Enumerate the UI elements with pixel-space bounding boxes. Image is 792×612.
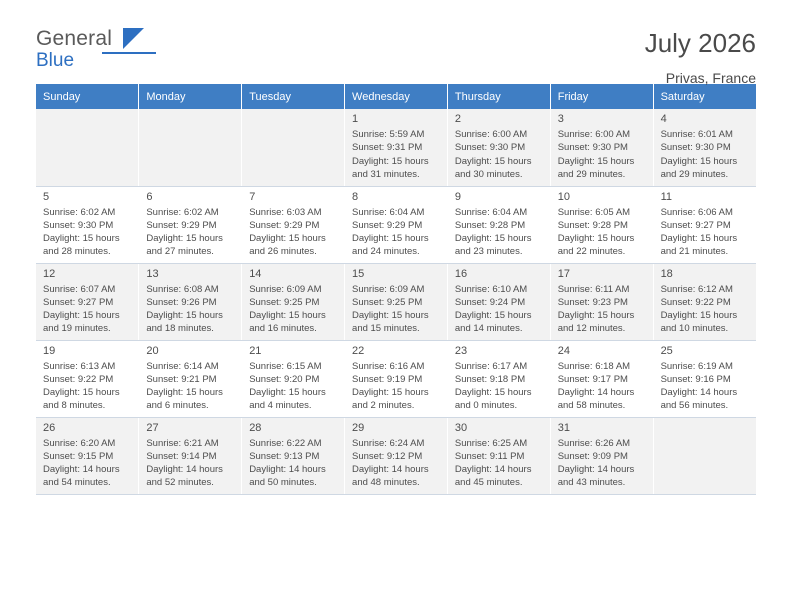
day-number: 17 <box>557 267 570 280</box>
day-detail-line: Daylight: 15 hours <box>454 310 532 322</box>
calendar-table <box>36 84 756 495</box>
day-detail-line: Sunrise: 6:24 AM <box>352 437 425 449</box>
day-number: 12 <box>43 267 56 280</box>
day-detail-line: Sunset: 9:17 PM <box>557 373 628 385</box>
day-detail-line: and 8 minutes. <box>43 400 106 412</box>
day-detail-line: Sunset: 9:18 PM <box>454 373 526 385</box>
page-title: July 2026 <box>644 28 756 58</box>
day-number: 26 <box>43 421 56 434</box>
calendar-day-cell[interactable] <box>242 340 345 417</box>
day-detail-line: Daylight: 15 hours <box>352 233 429 245</box>
day-detail-line: Sunset: 9:25 PM <box>352 296 423 308</box>
calendar-empty-cell <box>242 109 345 186</box>
day-number: 29 <box>352 421 365 434</box>
day-detail-line: and 10 minutes. <box>660 323 729 335</box>
day-detail-line: and 0 minutes. <box>454 400 518 412</box>
day-detail-line: Sunset: 9:12 PM <box>352 450 423 462</box>
calendar-day-cell[interactable] <box>139 186 242 263</box>
day-detail-line: Sunrise: 6:22 AM <box>249 437 322 449</box>
day-detail-line: Daylight: 15 hours <box>454 387 532 399</box>
calendar-day-cell[interactable] <box>550 263 653 340</box>
day-detail-line: and 56 minutes. <box>660 400 729 412</box>
calendar-empty-cell <box>653 417 756 494</box>
calendar-day-cell[interactable] <box>36 340 139 417</box>
day-number: 23 <box>454 344 468 357</box>
day-detail-line: and 29 minutes. <box>557 168 626 180</box>
day-number: 8 <box>352 190 359 203</box>
day-detail-line: Sunrise: 5:59 AM <box>352 129 425 141</box>
calendar-day-cell[interactable] <box>550 417 653 494</box>
day-number: 10 <box>557 190 570 203</box>
calendar-body <box>36 109 756 494</box>
day-number: 5 <box>43 190 50 203</box>
day-detail-line: Daylight: 14 hours <box>146 464 223 476</box>
day-detail-line: Daylight: 15 hours <box>43 387 120 399</box>
day-detail-line: Daylight: 15 hours <box>352 310 429 322</box>
calendar-day-cell[interactable] <box>345 109 448 186</box>
day-detail-line: and 58 minutes. <box>557 400 626 412</box>
day-detail-line: Daylight: 15 hours <box>352 387 429 399</box>
day-detail-line: Sunrise: 6:03 AM <box>249 206 322 218</box>
day-detail-line: and 23 minutes. <box>454 246 523 258</box>
calendar-day-cell[interactable] <box>550 340 653 417</box>
day-detail-line: Sunrise: 6:00 AM <box>557 129 631 141</box>
day-detail-line: and 27 minutes. <box>146 246 214 258</box>
day-detail-line: Daylight: 15 hours <box>557 155 635 167</box>
day-detail-line: and 21 minutes. <box>660 246 729 258</box>
day-detail-line: Sunset: 9:30 PM <box>557 142 628 154</box>
day-detail-line: Daylight: 14 hours <box>557 464 635 476</box>
calendar-empty-cell <box>36 109 139 186</box>
page-header <box>36 0 756 86</box>
day-detail-line: Sunrise: 6:05 AM <box>557 206 631 218</box>
day-number: 11 <box>660 190 672 203</box>
day-number: 21 <box>249 344 262 357</box>
calendar-day-cell[interactable] <box>345 340 448 417</box>
day-detail-line: Sunrise: 6:16 AM <box>352 360 425 372</box>
location-subtitle: Privas, France <box>665 70 756 86</box>
calendar-day-cell[interactable] <box>653 263 756 340</box>
calendar-week-row <box>36 417 756 494</box>
calendar-day-cell[interactable] <box>345 186 448 263</box>
weekday-header-monday: Monday <box>139 84 242 109</box>
day-detail-line: Sunset: 9:26 PM <box>146 296 217 308</box>
day-detail-line: Sunrise: 6:14 AM <box>146 360 219 372</box>
day-detail-line: Sunset: 9:16 PM <box>660 373 731 385</box>
calendar-day-cell[interactable] <box>447 186 550 263</box>
day-detail-line: Sunrise: 6:07 AM <box>43 283 116 295</box>
weekday-header-thursday: Thursday <box>447 84 550 109</box>
calendar-day-cell[interactable] <box>242 263 345 340</box>
day-detail-line: Daylight: 15 hours <box>146 233 223 245</box>
day-detail-line: Sunset: 9:30 PM <box>660 142 731 154</box>
day-number: 7 <box>249 190 256 203</box>
day-detail-line: and 6 minutes. <box>146 400 209 412</box>
day-detail-line: Sunrise: 6:19 AM <box>660 360 733 372</box>
day-detail-line: Sunrise: 6:26 AM <box>557 437 631 449</box>
day-detail-line: Sunrise: 6:09 AM <box>352 283 425 295</box>
day-detail-line: Daylight: 14 hours <box>454 464 532 476</box>
day-detail-line: and 26 minutes. <box>249 246 317 258</box>
calendar-week-row <box>36 263 756 340</box>
day-detail-line: Sunset: 9:11 PM <box>454 450 525 462</box>
day-detail-line: Sunrise: 6:20 AM <box>43 437 116 449</box>
day-detail-line: Sunrise: 6:15 AM <box>249 360 322 372</box>
day-number: 1 <box>352 113 359 125</box>
day-detail-line: Sunrise: 6:06 AM <box>660 206 733 218</box>
day-detail-line: Daylight: 15 hours <box>249 387 326 399</box>
day-detail-line: Daylight: 15 hours <box>660 233 738 245</box>
calendar-day-cell[interactable] <box>139 417 242 494</box>
day-detail-line: Sunrise: 6:08 AM <box>146 283 219 295</box>
day-detail-line: Sunset: 9:31 PM <box>352 142 423 154</box>
calendar-day-cell[interactable] <box>345 263 448 340</box>
weekday-header-tuesday: Tuesday <box>242 84 345 109</box>
calendar-empty-cell <box>139 109 242 186</box>
day-detail-line: Sunrise: 6:11 AM <box>557 283 630 295</box>
day-detail-line: Daylight: 15 hours <box>454 155 532 167</box>
day-detail-line: Daylight: 15 hours <box>146 387 223 399</box>
day-detail-line: Sunrise: 6:18 AM <box>557 360 631 372</box>
day-number: 25 <box>660 344 673 357</box>
day-detail-line: and 16 minutes. <box>249 323 317 335</box>
weekday-header-friday: Friday <box>550 84 653 109</box>
day-detail-line: Sunrise: 6:25 AM <box>454 437 528 449</box>
logo-word-general: General <box>36 27 113 50</box>
day-detail-line: Sunset: 9:27 PM <box>43 296 114 308</box>
weekday-header-row <box>36 84 756 109</box>
day-detail-line: Daylight: 15 hours <box>249 233 326 245</box>
day-detail-line: and 50 minutes. <box>249 477 317 489</box>
calendar-day-cell[interactable] <box>447 263 550 340</box>
day-detail-line: Sunrise: 6:04 AM <box>352 206 425 218</box>
day-detail-line: Daylight: 15 hours <box>454 233 532 245</box>
day-detail-line: Sunset: 9:30 PM <box>43 219 114 231</box>
calendar-day-cell[interactable] <box>242 186 345 263</box>
day-number: 4 <box>660 113 667 125</box>
day-number: 9 <box>454 190 461 203</box>
day-detail-line: Daylight: 15 hours <box>660 155 738 167</box>
day-detail-line: Daylight: 15 hours <box>660 310 738 322</box>
day-detail-line: and 2 minutes. <box>352 400 415 412</box>
day-number: 27 <box>146 421 159 434</box>
weekday-header-wednesday: Wednesday <box>345 84 448 109</box>
day-detail-line: Sunset: 9:22 PM <box>660 296 731 308</box>
day-number: 2 <box>454 113 461 125</box>
day-detail-line: and 43 minutes. <box>557 477 626 489</box>
calendar-day-cell[interactable] <box>242 417 345 494</box>
logo <box>36 28 156 80</box>
title-block <box>645 28 756 86</box>
day-detail-line: and 24 minutes. <box>352 246 420 258</box>
calendar-week-row <box>36 186 756 263</box>
day-number: 18 <box>660 267 673 280</box>
day-detail-line: Sunrise: 6:01 AM <box>660 129 733 141</box>
calendar-day-cell[interactable] <box>653 186 756 263</box>
day-detail-line: Sunset: 9:21 PM <box>146 373 217 385</box>
day-detail-line: Daylight: 14 hours <box>249 464 326 476</box>
day-detail-line: Sunset: 9:27 PM <box>660 219 731 231</box>
day-number: 6 <box>146 190 153 203</box>
day-detail-line: Sunset: 9:29 PM <box>249 219 320 231</box>
day-detail-line: and 15 minutes. <box>352 323 420 335</box>
day-detail-line: Sunset: 9:23 PM <box>557 296 628 308</box>
day-detail-line: Daylight: 14 hours <box>660 387 738 399</box>
day-detail-line: Sunrise: 6:13 AM <box>43 360 116 372</box>
calendar-day-cell[interactable] <box>447 340 550 417</box>
calendar-day-cell[interactable] <box>36 263 139 340</box>
logo-word-blue: Blue <box>36 50 75 71</box>
day-number: 15 <box>352 267 365 280</box>
calendar-day-cell[interactable] <box>447 417 550 494</box>
day-detail-line: Sunset: 9:28 PM <box>454 219 526 231</box>
day-detail-line: Daylight: 14 hours <box>352 464 429 476</box>
day-detail-line: and 48 minutes. <box>352 477 420 489</box>
day-detail-line: Daylight: 15 hours <box>43 233 120 245</box>
day-detail-line: Daylight: 14 hours <box>557 387 635 399</box>
day-number: 3 <box>557 113 564 125</box>
day-detail-line: and 28 minutes. <box>43 246 111 258</box>
day-detail-line: and 4 minutes. <box>249 400 312 412</box>
day-number: 20 <box>146 344 159 357</box>
day-detail-line: Sunrise: 6:02 AM <box>43 206 116 218</box>
logo-underline <box>102 52 156 54</box>
day-detail-line: Daylight: 15 hours <box>146 310 223 322</box>
day-detail-line: Daylight: 15 hours <box>557 233 635 245</box>
day-number: 13 <box>146 267 159 280</box>
day-detail-line: Daylight: 15 hours <box>557 310 635 322</box>
calendar-day-cell[interactable] <box>653 340 756 417</box>
calendar-day-cell[interactable] <box>653 109 756 186</box>
day-detail-line: Sunset: 9:09 PM <box>557 450 628 462</box>
calendar-day-cell[interactable] <box>36 186 139 263</box>
day-detail-line: Sunset: 9:22 PM <box>43 373 114 385</box>
day-number: 22 <box>352 344 365 357</box>
day-detail-line: and 31 minutes. <box>352 168 420 180</box>
triangle-flag-icon <box>123 28 144 49</box>
day-detail-line: Sunset: 9:14 PM <box>146 450 217 462</box>
day-detail-line: Sunset: 9:24 PM <box>454 296 526 308</box>
day-detail-line: and 52 minutes. <box>146 477 214 489</box>
day-detail-line: and 30 minutes. <box>454 168 523 180</box>
day-detail-line: Sunrise: 6:04 AM <box>454 206 528 218</box>
day-detail-line: Sunset: 9:29 PM <box>146 219 217 231</box>
day-detail-line: Sunrise: 6:17 AM <box>454 360 528 372</box>
day-detail-line: Sunset: 9:20 PM <box>249 373 320 385</box>
calendar-week-row <box>36 109 756 186</box>
calendar-day-cell[interactable] <box>139 340 242 417</box>
day-detail-line: Sunrise: 6:02 AM <box>146 206 219 218</box>
day-number: 14 <box>249 267 262 280</box>
calendar-day-cell[interactable] <box>36 417 139 494</box>
day-number: 19 <box>43 344 56 357</box>
day-number: 31 <box>557 421 570 434</box>
day-detail-line: Daylight: 14 hours <box>43 464 120 476</box>
day-number: 28 <box>249 421 262 434</box>
day-number: 24 <box>557 344 570 357</box>
calendar-day-cell[interactable] <box>345 417 448 494</box>
weekday-header-saturday: Saturday <box>653 84 756 109</box>
day-detail-line: Daylight: 15 hours <box>43 310 120 322</box>
calendar-day-cell[interactable] <box>139 263 242 340</box>
day-detail-line: and 19 minutes. <box>43 323 111 335</box>
day-detail-line: Sunrise: 6:21 AM <box>146 437 219 449</box>
day-number: 30 <box>454 421 468 434</box>
calendar-day-cell[interactable] <box>447 109 550 186</box>
day-detail-line: Sunrise: 6:12 AM <box>660 283 733 295</box>
day-detail-line: and 14 minutes. <box>454 323 523 335</box>
day-detail-line: and 29 minutes. <box>660 168 729 180</box>
calendar-day-cell[interactable] <box>550 109 653 186</box>
day-detail-line: Sunset: 9:30 PM <box>454 142 526 154</box>
day-detail-line: Sunrise: 6:10 AM <box>454 283 528 295</box>
weekday-header-sunday: Sunday <box>36 84 139 109</box>
day-detail-line: Sunset: 9:28 PM <box>557 219 628 231</box>
day-number: 16 <box>454 267 468 280</box>
day-detail-line: and 45 minutes. <box>454 477 523 489</box>
day-detail-line: Sunrise: 6:09 AM <box>249 283 322 295</box>
calendar-day-cell[interactable] <box>550 186 653 263</box>
day-detail-line: Sunset: 9:15 PM <box>43 450 114 462</box>
day-detail-line: Daylight: 15 hours <box>352 155 429 167</box>
day-detail-line: Daylight: 15 hours <box>249 310 326 322</box>
day-detail-line: and 18 minutes. <box>146 323 214 335</box>
day-detail-line: Sunset: 9:19 PM <box>352 373 423 385</box>
day-detail-line: and 12 minutes. <box>557 323 626 335</box>
calendar-week-row <box>36 340 756 417</box>
day-detail-line: Sunset: 9:13 PM <box>249 450 320 462</box>
day-detail-line: and 22 minutes. <box>557 246 626 258</box>
day-detail-line: Sunset: 9:29 PM <box>352 219 423 231</box>
day-detail-line: Sunset: 9:25 PM <box>249 296 320 308</box>
day-detail-line: and 54 minutes. <box>43 477 111 489</box>
day-detail-line: Sunrise: 6:00 AM <box>454 129 528 141</box>
